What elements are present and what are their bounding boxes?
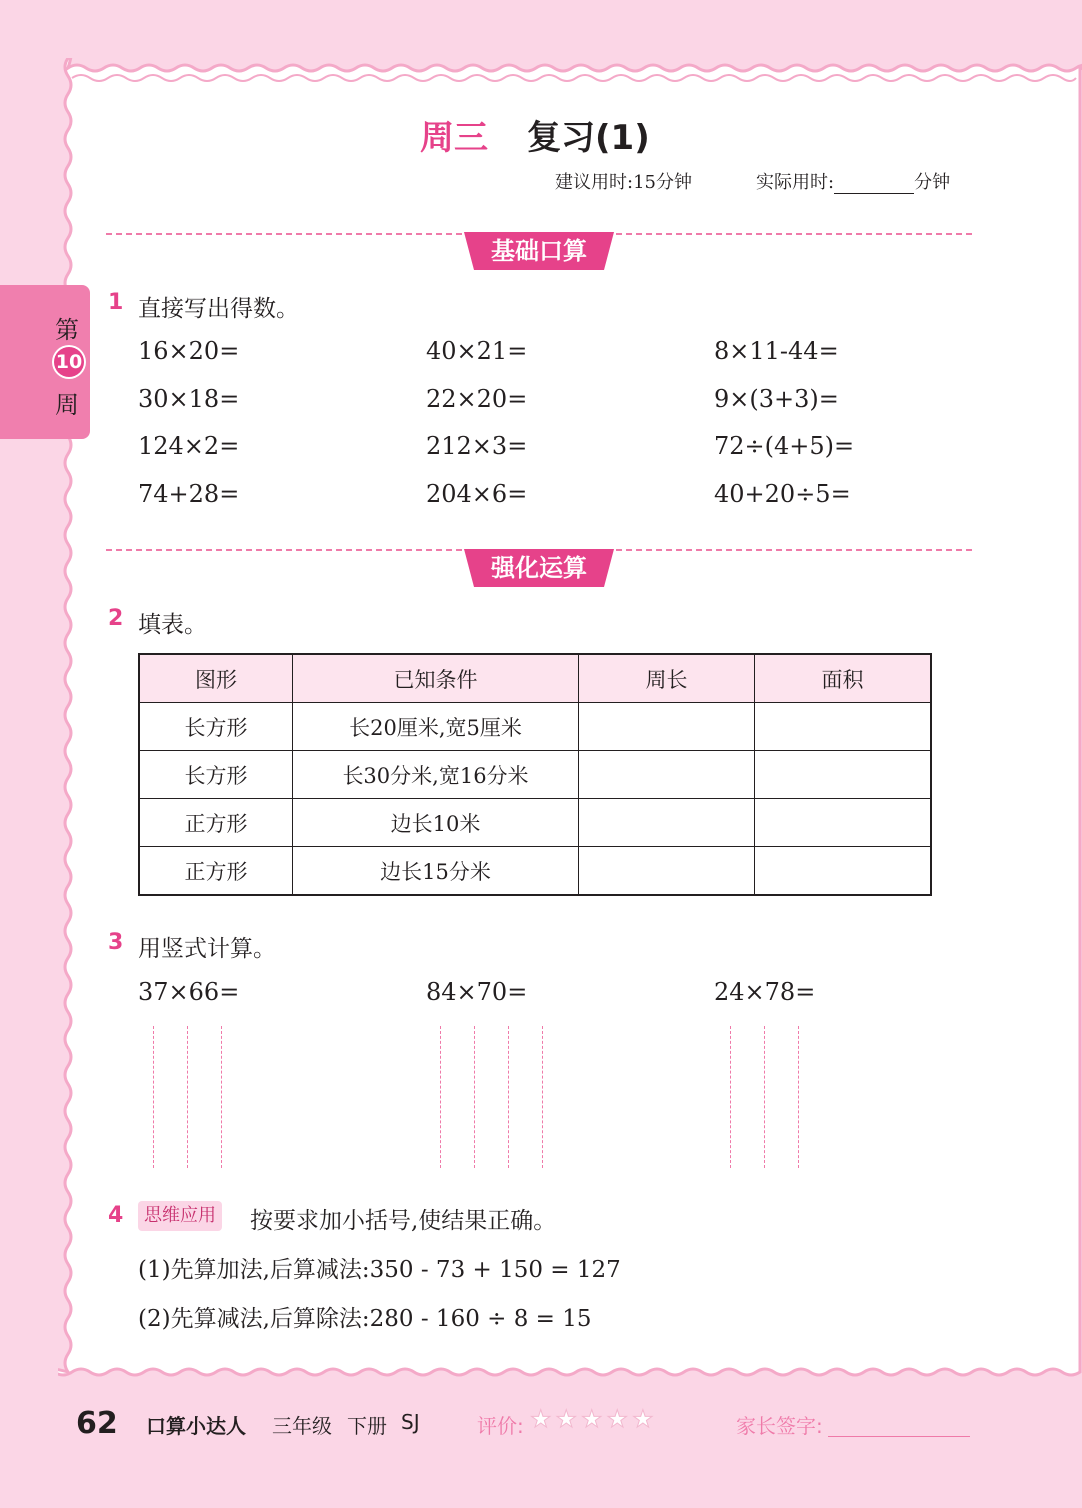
guide-line (153, 1026, 154, 1168)
question-prompt-3: 用竖式计算。 (138, 936, 276, 962)
table-cell-shape: 正方形 (139, 799, 293, 847)
vertical-calc-item: 37×66= (138, 978, 240, 1006)
page-title: 复习(1) (527, 118, 650, 158)
oral-calc-item: 74+28= (138, 479, 240, 508)
actual-time-label: 实际用时: (756, 172, 835, 193)
question-prompt-4: 按要求加小括号,使结果正确。 (250, 1208, 557, 1234)
week-tab-top: 第 (55, 316, 79, 344)
rating-star-icon[interactable]: ★ (632, 1405, 654, 1433)
volume: 下册 (347, 1414, 387, 1438)
table-cell-perimeter[interactable] (579, 751, 755, 799)
table-cell-shape: 长方形 (139, 703, 293, 751)
day-title: 周三 (420, 118, 488, 158)
oral-calc-item: 9×(3+3)= (714, 384, 839, 413)
oral-calc-item: 40×21= (426, 337, 528, 365)
oral-calc-item: 40+20÷5= (714, 479, 851, 508)
q4-part-2: (2)先算减法,后算除法:280 - 160 ÷ 8 = 15 (138, 1306, 592, 1332)
rating-star-icon[interactable]: ★ (555, 1405, 578, 1433)
rating-label: 评价: (477, 1414, 524, 1438)
section-banner-strengthen-label: 强化运算 (491, 554, 587, 582)
suggested-time: 建议用时:15分钟 (555, 172, 692, 193)
thinking-tag: 思维应用 (138, 1201, 222, 1231)
table-cell-perimeter[interactable] (579, 703, 755, 751)
rating-star-icon[interactable]: ★ (606, 1405, 629, 1433)
parent-signature-line[interactable] (828, 1436, 970, 1437)
fill-table (138, 653, 932, 896)
grade: 三年级 (272, 1414, 332, 1438)
table-cell-area[interactable] (755, 847, 932, 896)
guide-line (187, 1026, 188, 1168)
actual-time (756, 168, 950, 194)
guide-line (440, 1026, 441, 1168)
table-row (139, 799, 931, 847)
question-prompt-2: 填表。 (138, 612, 207, 638)
table-cell-area[interactable] (755, 703, 932, 751)
table-header-area: 面积 (755, 654, 932, 703)
table-cell-condition: 长20厘米,宽5厘米 (293, 703, 579, 751)
week-side-tab (0, 285, 90, 439)
section-banner-strengthen (464, 549, 614, 587)
rating-star-icon[interactable]: ★ (581, 1405, 603, 1433)
question-number-1: 1 (108, 290, 124, 315)
guide-line (764, 1026, 765, 1168)
q4-part-1: (1)先算加法,后算减法:350 - 73 + 150 = 127 (138, 1257, 621, 1283)
oral-calc-item: 16×20= (138, 337, 240, 365)
actual-time-blank[interactable] (834, 175, 914, 194)
table-row (139, 703, 931, 751)
table-cell-perimeter[interactable] (579, 799, 755, 847)
table-header-shape: 图形 (139, 654, 293, 703)
table-cell-condition: 长30分米,宽16分米 (293, 751, 579, 799)
table-cell-condition: 边长10米 (293, 799, 579, 847)
table-header-perimeter: 周长 (579, 654, 755, 703)
oral-calc-item: 22×20= (426, 384, 528, 413)
table-cell-shape: 正方形 (139, 847, 293, 896)
week-number-badge (52, 345, 86, 379)
parent-signature-label: 家长签字: (736, 1414, 823, 1438)
table-row (139, 751, 931, 799)
table-header-condition: 已知条件 (293, 654, 579, 703)
table-cell-perimeter[interactable] (579, 847, 755, 896)
oral-calc-item: 204×6= (426, 479, 528, 508)
oral-calc-item: 30×18= (138, 384, 240, 413)
table-cell-shape: 长方形 (139, 751, 293, 799)
guide-line (508, 1026, 509, 1168)
guide-line (221, 1026, 222, 1168)
actual-time-unit: 分钟 (914, 172, 951, 193)
week-number: 10 (54, 347, 84, 377)
book-name: 口算小达人 (146, 1414, 246, 1438)
section-banner-basic (464, 232, 614, 270)
table-cell-condition: 边长15分米 (293, 847, 579, 896)
table-cell-area[interactable] (755, 751, 932, 799)
oral-calc-item: 72÷(4+5)= (714, 432, 855, 460)
vertical-calc-item: 84×70= (426, 978, 528, 1006)
rating-stars (530, 1405, 658, 1433)
edition: SJ (401, 1410, 420, 1434)
page-number: 62 (76, 1406, 118, 1441)
rating-star-icon[interactable]: ★ (530, 1405, 552, 1433)
question-number-2: 2 (108, 606, 124, 631)
section-banner-basic-label: 基础口算 (491, 237, 587, 265)
vertical-calc-item: 24×78= (714, 978, 816, 1006)
week-tab-bottom: 周 (55, 391, 79, 419)
question-number-4: 4 (108, 1203, 124, 1228)
oral-calc-item: 8×11-44= (714, 337, 839, 365)
question-number-3: 3 (108, 930, 124, 955)
guide-line (798, 1026, 799, 1168)
guide-line (730, 1026, 731, 1168)
oral-calc-item: 124×2= (138, 432, 240, 460)
table-cell-area[interactable] (755, 799, 932, 847)
oral-calc-item: 212×3= (426, 432, 528, 460)
table-row (139, 847, 931, 896)
guide-line (542, 1026, 543, 1168)
question-prompt-1: 直接写出得数。 (138, 296, 299, 322)
guide-line (474, 1026, 475, 1168)
